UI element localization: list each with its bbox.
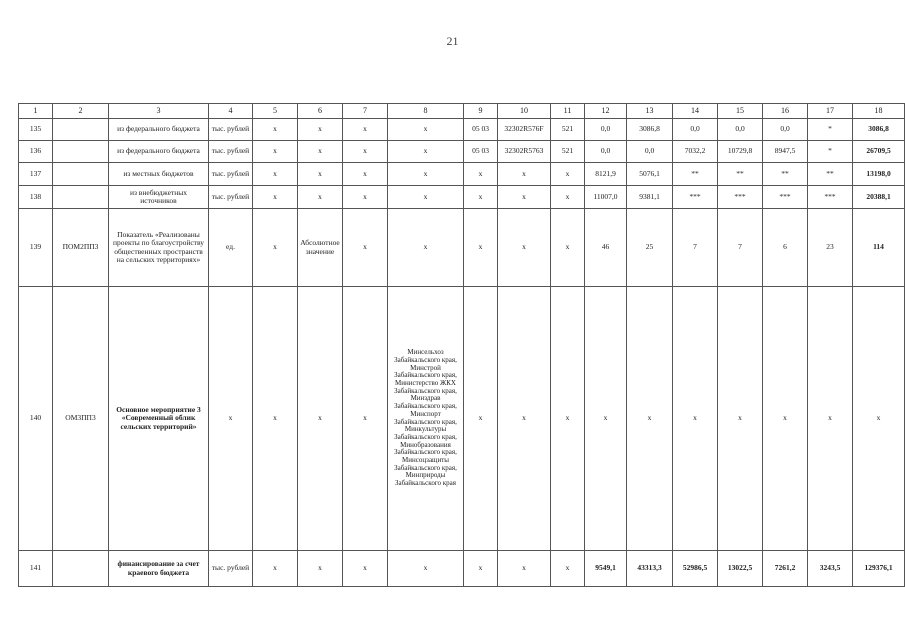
row-number: 137 — [19, 163, 53, 186]
table-cell: х — [388, 141, 464, 163]
unit-cell: тыс. рублей — [209, 119, 253, 141]
table-cell: х — [388, 551, 464, 587]
table-cell: х — [498, 287, 551, 551]
unit-cell: тыс. рублей — [209, 551, 253, 587]
row-number: 140 — [19, 287, 53, 551]
table-cell: х — [298, 186, 343, 209]
header-cell: 16 — [763, 104, 808, 119]
table-cell: х — [551, 163, 585, 186]
table-cell: 05 03 — [464, 119, 498, 141]
header-cell: 1 — [19, 104, 53, 119]
table-cell: 05 03 — [464, 141, 498, 163]
value-cell: 7261,2 — [763, 551, 808, 587]
table-cell: х — [498, 186, 551, 209]
table-cell: х — [464, 186, 498, 209]
table-cell: х — [343, 287, 388, 551]
value-cell: 10729,8 — [718, 141, 763, 163]
value-cell: 43313,3 — [627, 551, 673, 587]
value-cell: 0,0 — [627, 141, 673, 163]
table-cell: х — [298, 141, 343, 163]
value-cell: 3086,8 — [627, 119, 673, 141]
header-cell: 10 — [498, 104, 551, 119]
value-cell: х — [808, 287, 853, 551]
total-cell: 26709,5 — [853, 141, 905, 163]
header-cell: 15 — [718, 104, 763, 119]
table-cell: х — [343, 186, 388, 209]
table-cell: х — [464, 209, 498, 287]
table-cell: 32302R5763 — [498, 141, 551, 163]
value-cell: 25 — [627, 209, 673, 287]
header-cell: 12 — [585, 104, 627, 119]
total-cell: 20388,1 — [853, 186, 905, 209]
table-cell: х — [343, 209, 388, 287]
table-cell: х — [298, 163, 343, 186]
table-cell: х — [551, 287, 585, 551]
value-cell: ** — [673, 163, 718, 186]
value-cell: 3243,5 — [808, 551, 853, 587]
table-cell: х — [551, 186, 585, 209]
total-cell: 114 — [853, 209, 905, 287]
table-cell: х — [343, 119, 388, 141]
value-cell: 0,0 — [763, 119, 808, 141]
table-cell: х — [253, 551, 298, 587]
code-cell: ПОМ2ПП3 — [53, 209, 109, 287]
table-cell: 32302R576F — [498, 119, 551, 141]
table-cell: 521 — [551, 119, 585, 141]
code-cell — [53, 163, 109, 186]
value-cell: х — [673, 287, 718, 551]
value-cell: *** — [808, 186, 853, 209]
header-cell: 5 — [253, 104, 298, 119]
value-cell: 11007,0 — [585, 186, 627, 209]
header-cell: 8 — [388, 104, 464, 119]
table-cell: х — [253, 163, 298, 186]
code-cell — [53, 119, 109, 141]
value-cell: ** — [763, 163, 808, 186]
table-cell: х — [253, 287, 298, 551]
header-cell: 2 — [53, 104, 109, 119]
code-cell — [53, 141, 109, 163]
header-cell: 18 — [853, 104, 905, 119]
header-cell: 7 — [343, 104, 388, 119]
name-cell: из федерального бюджета — [109, 141, 209, 163]
row-number: 138 — [19, 186, 53, 209]
table-row — [19, 119, 905, 141]
value-cell: 7 — [718, 209, 763, 287]
table-cell: х — [464, 551, 498, 587]
responsible-executors-cell: Минсельхоз Забайкальского края, Минстрой Забайкальского края, Министерство ЖКХ Забайкальского края, Минздрав Забайкальского края, Минспорт Забайкальского края, Минкультуры Забайкальского края, Минобразования Забайкальского края, Минсоцзащиты Забайкальского края, Минприроды Забайкальского края — [388, 287, 464, 551]
total-cell: 129376,1 — [853, 551, 905, 587]
value-cell: * — [808, 119, 853, 141]
value-cell: 9549,1 — [585, 551, 627, 587]
table-cell: х — [388, 186, 464, 209]
table-cell: х — [388, 119, 464, 141]
header-cell: 17 — [808, 104, 853, 119]
value-cell: *** — [718, 186, 763, 209]
value-cell: *** — [763, 186, 808, 209]
table-row — [19, 209, 905, 287]
table-cell: х — [253, 141, 298, 163]
value-cell: 8121,9 — [585, 163, 627, 186]
value-type-cell: Абсолютное значение — [298, 209, 343, 287]
total-cell: х — [853, 287, 905, 551]
code-cell — [53, 186, 109, 209]
name-cell: финансирование за счет краевого бюджета — [109, 551, 209, 587]
value-cell: 46 — [585, 209, 627, 287]
table-cell: х — [388, 163, 464, 186]
value-cell: х — [627, 287, 673, 551]
value-cell: 9381,1 — [627, 186, 673, 209]
table-row — [19, 287, 905, 551]
header-cell: 13 — [627, 104, 673, 119]
value-cell: 6 — [763, 209, 808, 287]
value-cell: х — [718, 287, 763, 551]
table-row — [19, 163, 905, 186]
table-cell: х — [551, 209, 585, 287]
value-cell: ** — [718, 163, 763, 186]
code-cell — [53, 551, 109, 587]
value-cell: 7 — [673, 209, 718, 287]
table-cell: х — [551, 551, 585, 587]
header-cell: 4 — [209, 104, 253, 119]
value-cell: 52986,5 — [673, 551, 718, 587]
unit-cell: х — [209, 287, 253, 551]
value-cell: 7032,2 — [673, 141, 718, 163]
total-cell: 3086,8 — [853, 119, 905, 141]
unit-cell: ед. — [209, 209, 253, 287]
table-cell: х — [298, 119, 343, 141]
table-cell: х — [253, 186, 298, 209]
value-cell: 13022,5 — [718, 551, 763, 587]
value-cell: ** — [808, 163, 853, 186]
header-cell: 3 — [109, 104, 209, 119]
table-cell: х — [464, 287, 498, 551]
header-cell: 6 — [298, 104, 343, 119]
value-cell: 0,0 — [718, 119, 763, 141]
unit-cell: тыс. рублей — [209, 141, 253, 163]
value-cell: 5076,1 — [627, 163, 673, 186]
name-cell: из местных бюджетов — [109, 163, 209, 186]
program-table — [18, 103, 905, 587]
unit-cell: тыс. рублей — [209, 186, 253, 209]
table-cell: х — [343, 163, 388, 186]
value-cell: 8947,5 — [763, 141, 808, 163]
name-cell: из внебюджетных источников — [109, 186, 209, 209]
table-cell: х — [253, 209, 298, 287]
page-number: 21 — [446, 34, 459, 48]
total-cell: 13198,0 — [853, 163, 905, 186]
activity-name-cell: Основное мероприятие 3 «Современный облик сельских территорий» — [109, 287, 209, 551]
value-cell: 0,0 — [673, 119, 718, 141]
header-cell: 9 — [464, 104, 498, 119]
value-cell: 23 — [808, 209, 853, 287]
table-cell: х — [388, 209, 464, 287]
table-cell: 521 — [551, 141, 585, 163]
table-cell: х — [498, 551, 551, 587]
table-row — [19, 186, 905, 209]
row-number: 141 — [19, 551, 53, 587]
table-row — [19, 551, 905, 587]
value-cell: *** — [673, 186, 718, 209]
table-cell: х — [343, 551, 388, 587]
name-cell: из федерального бюджета — [109, 119, 209, 141]
table-row — [19, 141, 905, 163]
unit-cell: тыс. рублей — [209, 163, 253, 186]
header-cell: 11 — [551, 104, 585, 119]
table-cell: х — [498, 163, 551, 186]
row-number: 136 — [19, 141, 53, 163]
value-cell: 0,0 — [585, 141, 627, 163]
value-cell: * — [808, 141, 853, 163]
value-cell: х — [763, 287, 808, 551]
header-cell: 14 — [673, 104, 718, 119]
table-header-row — [19, 104, 905, 119]
value-cell: 0,0 — [585, 119, 627, 141]
value-cell: х — [585, 287, 627, 551]
row-number: 139 — [19, 209, 53, 287]
table-cell: х — [298, 551, 343, 587]
row-number: 135 — [19, 119, 53, 141]
table-cell: х — [343, 141, 388, 163]
table-cell: х — [464, 163, 498, 186]
table-cell: х — [298, 287, 343, 551]
code-cell: ОМ3ПП3 — [53, 287, 109, 551]
table-cell: х — [253, 119, 298, 141]
table-cell: х — [498, 209, 551, 287]
indicator-name-cell: Показатель «Реализованы проекты по благоустройству общественных пространств на сельских территориях» — [109, 209, 209, 287]
